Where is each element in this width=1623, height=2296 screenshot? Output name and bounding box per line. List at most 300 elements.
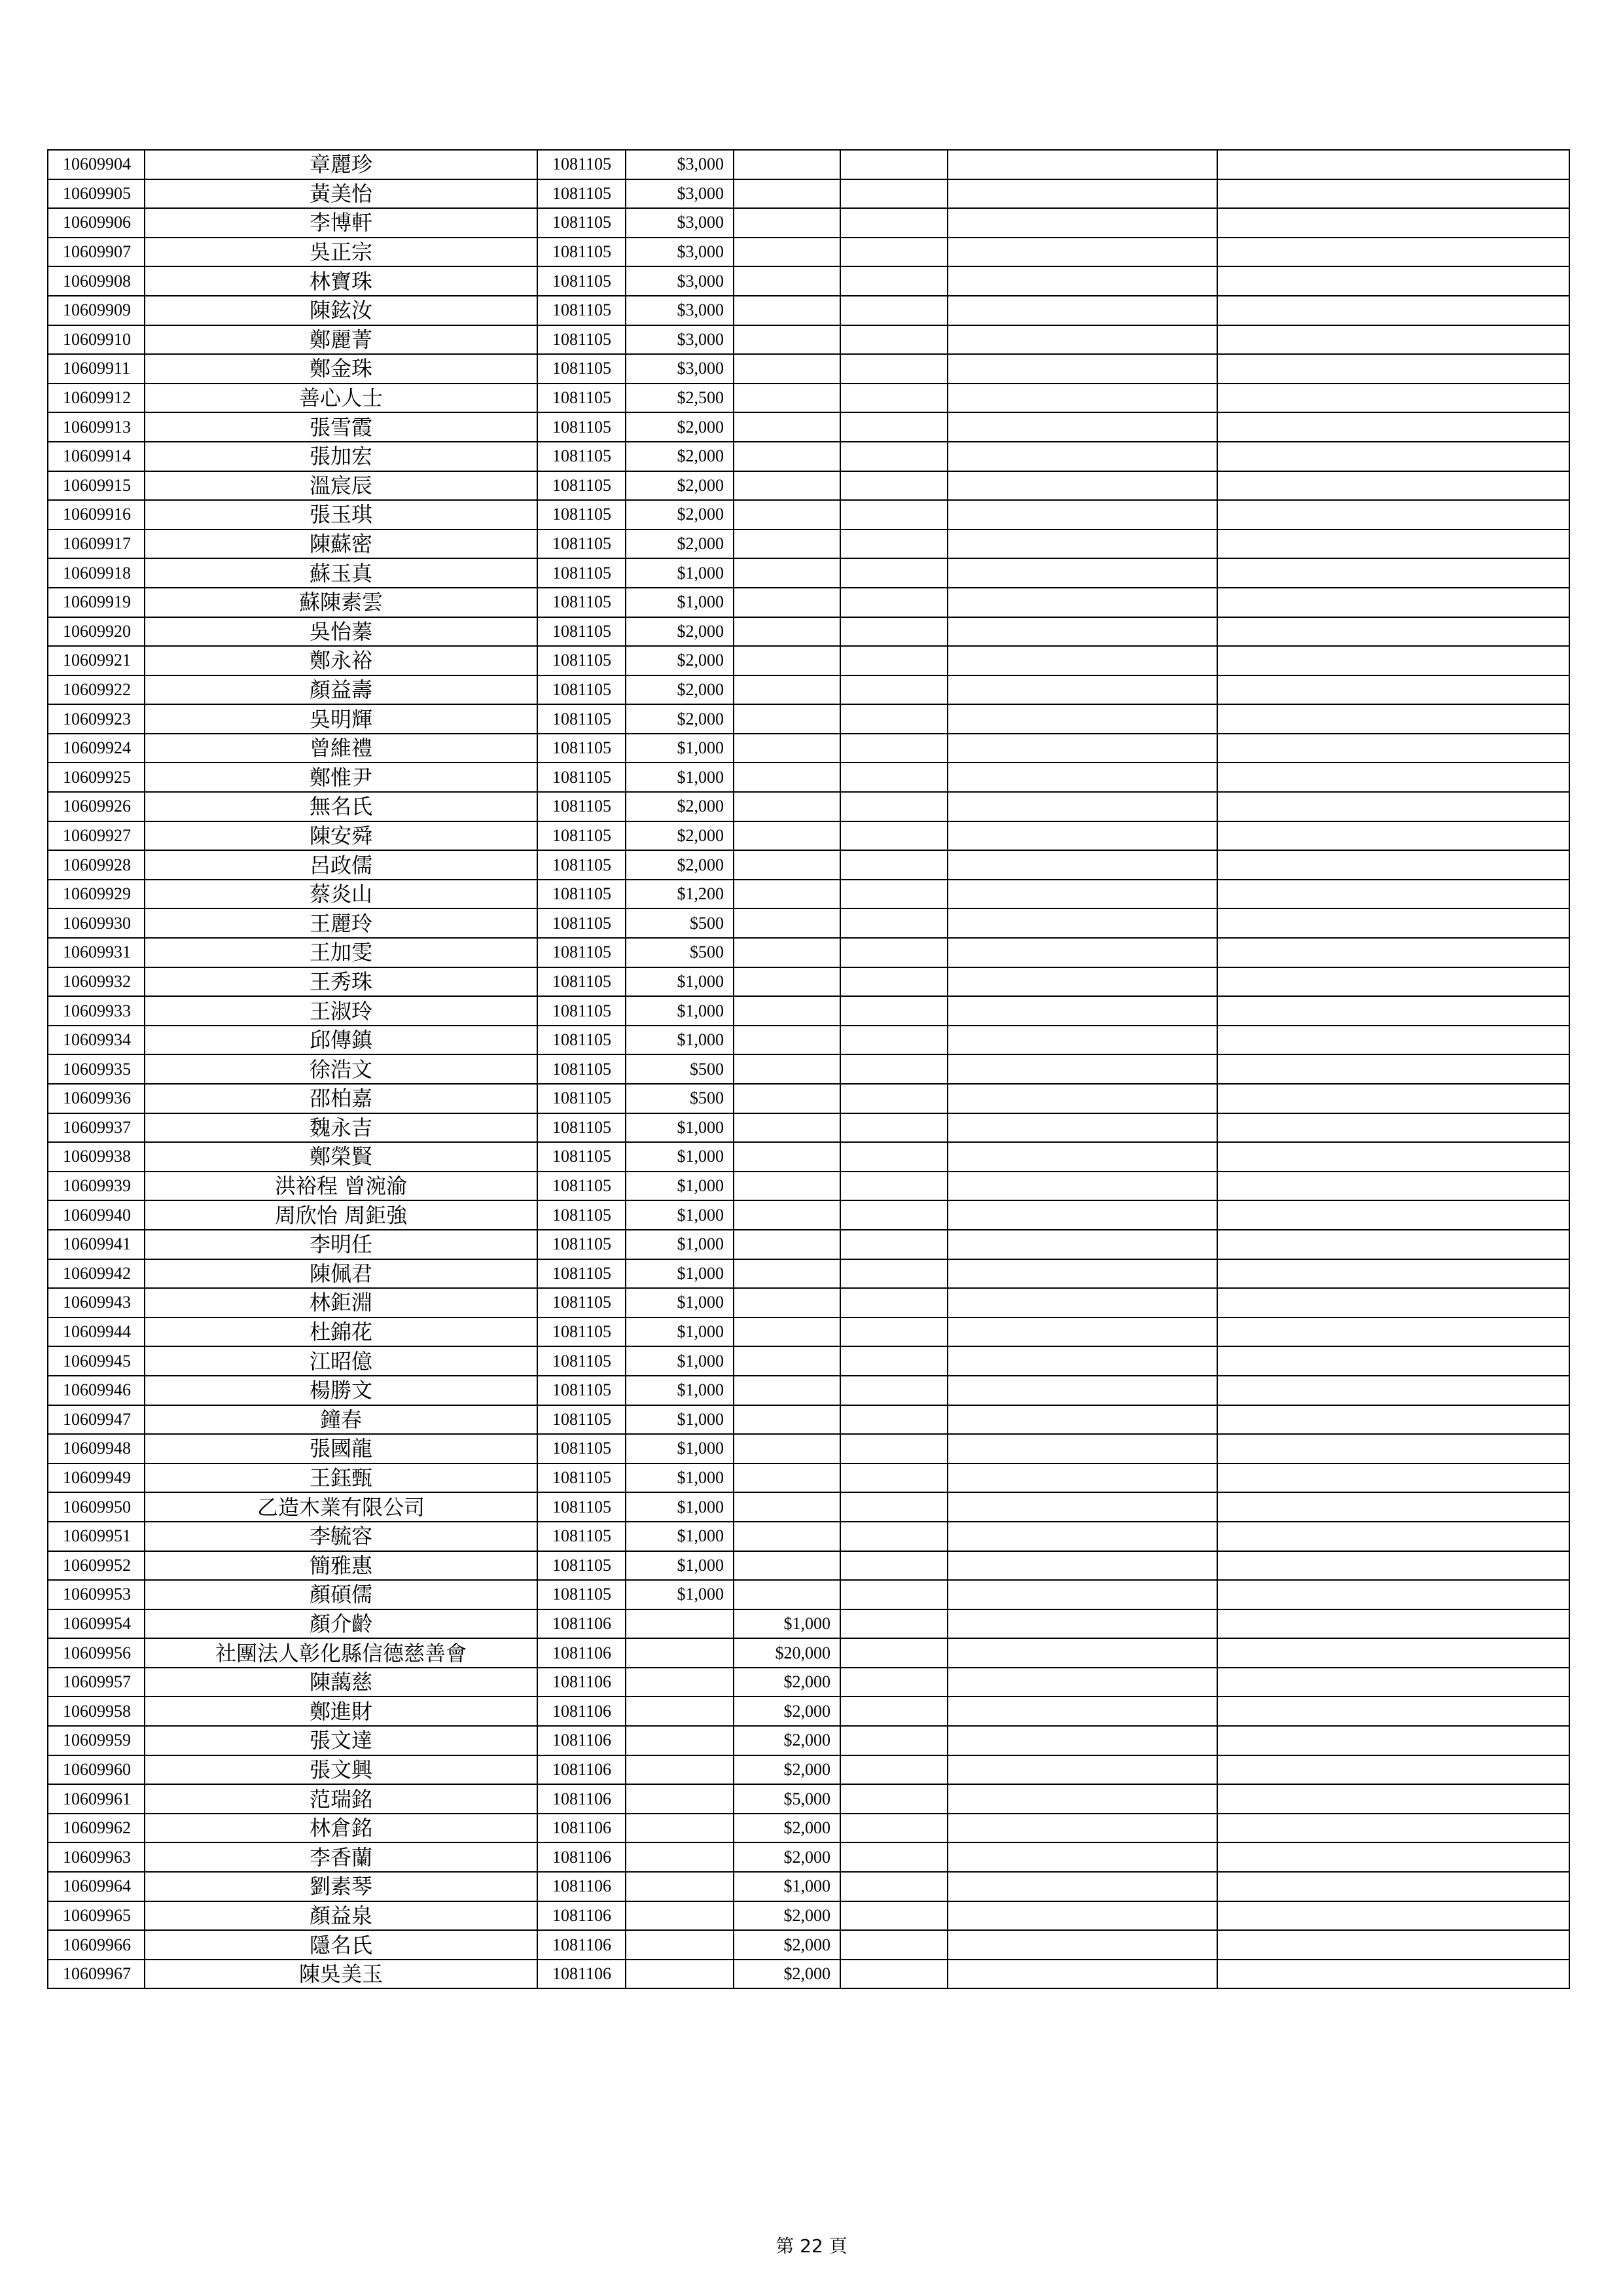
blank-column-8-cell — [1217, 529, 1569, 559]
receipt-number-cell: 10609926 — [48, 792, 145, 821]
donor-name-cell: 蔡炎山 — [145, 880, 537, 909]
amount-column-b-cell — [734, 558, 840, 588]
date-cell: 1081105 — [537, 1434, 626, 1463]
date-cell: 1081106 — [537, 1755, 626, 1785]
amount-column-a-cell: $1,000 — [626, 1522, 734, 1551]
blank-column-7-cell — [948, 1930, 1217, 1960]
receipt-number-cell: 10609930 — [48, 908, 145, 938]
donor-name-cell: 王秀珠 — [145, 967, 537, 997]
amount-column-b-cell — [734, 1551, 840, 1581]
table-row — [48, 1084, 1569, 1113]
amount-column-a-cell: $3,000 — [626, 296, 734, 325]
table-row — [48, 762, 1569, 792]
donor-name-cell: 鄭麗菁 — [145, 325, 537, 355]
amount-column-a-cell: $1,000 — [626, 1405, 734, 1435]
blank-column-6-cell — [840, 1842, 948, 1872]
blank-column-6-cell — [840, 150, 948, 179]
blank-column-8-cell — [1217, 296, 1569, 325]
amount-column-a-cell: $2,000 — [626, 704, 734, 734]
receipt-number-cell: 10609941 — [48, 1230, 145, 1259]
donor-name-cell: 杜錦花 — [145, 1318, 537, 1347]
receipt-number-cell: 10609932 — [48, 967, 145, 997]
amount-column-a-cell: $1,000 — [626, 1142, 734, 1172]
date-cell: 1081105 — [537, 1346, 626, 1376]
blank-column-6-cell — [840, 179, 948, 209]
donor-name-cell: 鄭榮賢 — [145, 1142, 537, 1172]
date-cell: 1081105 — [537, 1054, 626, 1084]
blank-column-7-cell — [948, 617, 1217, 647]
amount-column-b-cell — [734, 967, 840, 997]
blank-column-8-cell — [1217, 1726, 1569, 1755]
table-row — [48, 1960, 1569, 1989]
blank-column-6-cell — [840, 412, 948, 442]
table-row — [48, 1872, 1569, 1901]
receipt-number-cell: 10609965 — [48, 1901, 145, 1931]
table-row — [48, 792, 1569, 821]
date-cell: 1081106 — [537, 1901, 626, 1931]
amount-column-b-cell — [734, 762, 840, 792]
blank-column-8-cell — [1217, 208, 1569, 238]
amount-column-a-cell: $1,000 — [626, 1434, 734, 1463]
donor-name-cell: 鄭金珠 — [145, 354, 537, 384]
date-cell: 1081105 — [537, 529, 626, 559]
table-row — [48, 1551, 1569, 1581]
table-row — [48, 296, 1569, 325]
blank-column-8-cell — [1217, 1930, 1569, 1960]
donor-name-cell: 李明任 — [145, 1230, 537, 1259]
date-cell: 1081105 — [537, 500, 626, 529]
blank-column-8-cell — [1217, 938, 1569, 967]
receipt-number-cell: 10609920 — [48, 617, 145, 647]
table-row — [48, 1842, 1569, 1872]
amount-column-a-cell: $1,000 — [626, 1026, 734, 1055]
blank-column-7-cell — [948, 1288, 1217, 1318]
amount-column-b-cell — [734, 471, 840, 501]
amount-column-a-cell — [626, 1842, 734, 1872]
blank-column-8-cell — [1217, 1696, 1569, 1726]
blank-column-7-cell — [948, 1580, 1217, 1609]
donor-name-cell: 徐浩文 — [145, 1054, 537, 1084]
date-cell: 1081105 — [537, 1200, 626, 1230]
blank-column-8-cell — [1217, 150, 1569, 179]
date-cell: 1081105 — [537, 354, 626, 384]
blank-column-7-cell — [948, 1172, 1217, 1201]
donor-name-cell: 張文達 — [145, 1726, 537, 1755]
receipt-number-cell: 10609916 — [48, 500, 145, 529]
date-cell: 1081105 — [537, 471, 626, 501]
receipt-number-cell: 10609948 — [48, 1434, 145, 1463]
blank-column-7-cell — [948, 1200, 1217, 1230]
blank-column-6-cell — [840, 1376, 948, 1405]
blank-column-7-cell — [948, 1551, 1217, 1581]
blank-column-6-cell — [840, 1259, 948, 1289]
amount-column-b-cell — [734, 821, 840, 851]
blank-column-7-cell — [948, 1230, 1217, 1259]
blank-column-8-cell — [1217, 1638, 1569, 1668]
donor-name-cell: 李博軒 — [145, 208, 537, 238]
donor-name-cell: 林鉅淵 — [145, 1288, 537, 1318]
donor-name-cell: 簡雅惠 — [145, 1551, 537, 1581]
blank-column-6-cell — [840, 1609, 948, 1639]
blank-column-7-cell — [948, 412, 1217, 442]
table-row — [48, 208, 1569, 238]
receipt-number-cell: 10609917 — [48, 529, 145, 559]
blank-column-6-cell — [840, 500, 948, 529]
receipt-number-cell: 10609962 — [48, 1814, 145, 1843]
blank-column-8-cell — [1217, 500, 1569, 529]
date-cell: 1081105 — [537, 1405, 626, 1435]
blank-column-7-cell — [948, 1668, 1217, 1697]
blank-column-7-cell — [948, 1026, 1217, 1055]
blank-column-8-cell — [1217, 471, 1569, 501]
blank-column-7-cell — [948, 1346, 1217, 1376]
date-cell: 1081105 — [537, 967, 626, 997]
amount-column-b-cell — [734, 1463, 840, 1493]
donor-name-cell: 黃美怡 — [145, 179, 537, 209]
amount-column-b-cell — [734, 1054, 840, 1084]
receipt-number-cell: 10609936 — [48, 1084, 145, 1113]
date-cell: 1081105 — [537, 1522, 626, 1551]
receipt-number-cell: 10609966 — [48, 1930, 145, 1960]
date-cell: 1081105 — [537, 150, 626, 179]
blank-column-8-cell — [1217, 1113, 1569, 1143]
blank-column-8-cell — [1217, 384, 1569, 413]
blank-column-7-cell — [948, 558, 1217, 588]
blank-column-6-cell — [840, 1054, 948, 1084]
blank-column-6-cell — [840, 1784, 948, 1814]
table-row — [48, 1784, 1569, 1814]
receipt-number-cell: 10609933 — [48, 996, 145, 1026]
donor-name-cell: 張文興 — [145, 1755, 537, 1785]
blank-column-8-cell — [1217, 1376, 1569, 1405]
table-row — [48, 1172, 1569, 1201]
amount-column-a-cell: $2,000 — [626, 412, 734, 442]
blank-column-6-cell — [840, 967, 948, 997]
amount-column-b-cell — [734, 1434, 840, 1463]
receipt-number-cell: 10609922 — [48, 675, 145, 705]
table-row — [48, 617, 1569, 647]
blank-column-6-cell — [840, 1288, 948, 1318]
receipt-number-cell: 10609967 — [48, 1960, 145, 1989]
donor-name-cell: 陳蘇密 — [145, 529, 537, 559]
blank-column-6-cell — [840, 762, 948, 792]
date-cell: 1081105 — [537, 675, 626, 705]
blank-column-6-cell — [840, 850, 948, 880]
table-row — [48, 1668, 1569, 1697]
blank-column-7-cell — [948, 704, 1217, 734]
amount-column-b-cell — [734, 1580, 840, 1609]
blank-column-8-cell — [1217, 880, 1569, 909]
amount-column-b-cell: $20,000 — [734, 1638, 840, 1668]
receipt-number-cell: 10609935 — [48, 1054, 145, 1084]
table-row — [48, 704, 1569, 734]
blank-column-7-cell — [948, 1259, 1217, 1289]
amount-column-b-cell — [734, 529, 840, 559]
receipt-number-cell: 10609956 — [48, 1638, 145, 1668]
blank-column-8-cell — [1217, 1463, 1569, 1493]
receipt-number-cell: 10609909 — [48, 296, 145, 325]
blank-column-6-cell — [840, 529, 948, 559]
donor-name-cell: 李毓容 — [145, 1522, 537, 1551]
amount-column-a-cell: $500 — [626, 908, 734, 938]
date-cell: 1081105 — [537, 384, 626, 413]
date-cell: 1081106 — [537, 1726, 626, 1755]
amount-column-a-cell: $3,000 — [626, 238, 734, 267]
amount-column-a-cell: $1,000 — [626, 1376, 734, 1405]
amount-column-a-cell: $1,000 — [626, 1200, 734, 1230]
donor-name-cell: 吳明輝 — [145, 704, 537, 734]
blank-column-7-cell — [948, 238, 1217, 267]
donor-name-cell: 蘇玉真 — [145, 558, 537, 588]
blank-column-6-cell — [840, 471, 948, 501]
table-row — [48, 938, 1569, 967]
amount-column-b-cell — [734, 588, 840, 617]
blank-column-8-cell — [1217, 354, 1569, 384]
blank-column-8-cell — [1217, 1288, 1569, 1318]
receipt-number-cell: 10609945 — [48, 1346, 145, 1376]
date-cell: 1081105 — [537, 325, 626, 355]
date-cell: 1081105 — [537, 762, 626, 792]
blank-column-7-cell — [948, 1113, 1217, 1143]
amount-column-a-cell: $3,000 — [626, 266, 734, 296]
amount-column-a-cell — [626, 1930, 734, 1960]
amount-column-b-cell — [734, 384, 840, 413]
blank-column-8-cell — [1217, 266, 1569, 296]
blank-column-8-cell — [1217, 762, 1569, 792]
date-cell: 1081105 — [537, 266, 626, 296]
amount-column-b-cell — [734, 1172, 840, 1201]
donor-name-cell: 江昭億 — [145, 1346, 537, 1376]
amount-column-a-cell: $1,000 — [626, 588, 734, 617]
table-row — [48, 1113, 1569, 1143]
amount-column-a-cell: $1,000 — [626, 1259, 734, 1289]
blank-column-8-cell — [1217, 1609, 1569, 1639]
amount-column-b-cell — [734, 734, 840, 763]
date-cell: 1081105 — [537, 646, 626, 675]
blank-column-7-cell — [948, 1960, 1217, 1989]
blank-column-7-cell — [948, 1318, 1217, 1347]
donor-name-cell: 鄭惟尹 — [145, 762, 537, 792]
donor-name-cell: 邵柏嘉 — [145, 1084, 537, 1113]
blank-column-8-cell — [1217, 1230, 1569, 1259]
donor-name-cell: 顏介齡 — [145, 1609, 537, 1639]
receipt-number-cell: 10609931 — [48, 938, 145, 967]
amount-column-a-cell — [626, 1901, 734, 1931]
blank-column-8-cell — [1217, 704, 1569, 734]
blank-column-8-cell — [1217, 1551, 1569, 1581]
amount-column-b-cell — [734, 325, 840, 355]
donor-name-cell: 吳怡蓁 — [145, 617, 537, 647]
receipt-number-cell: 10609943 — [48, 1288, 145, 1318]
blank-column-8-cell — [1217, 792, 1569, 821]
blank-column-6-cell — [840, 384, 948, 413]
blank-column-7-cell — [948, 500, 1217, 529]
date-cell: 1081105 — [537, 617, 626, 647]
receipt-number-cell: 10609924 — [48, 734, 145, 763]
amount-column-b-cell — [734, 1346, 840, 1376]
blank-column-8-cell — [1217, 1142, 1569, 1172]
date-cell: 1081105 — [537, 1026, 626, 1055]
date-cell: 1081105 — [537, 880, 626, 909]
date-cell: 1081105 — [537, 412, 626, 442]
amount-column-a-cell: $2,000 — [626, 471, 734, 501]
date-cell: 1081105 — [537, 1084, 626, 1113]
table-row — [48, 1726, 1569, 1755]
table-row — [48, 1434, 1569, 1463]
amount-column-b-cell: $2,000 — [734, 1814, 840, 1843]
donation-ledger-table — [47, 149, 1570, 1989]
amount-column-b-cell — [734, 1142, 840, 1172]
receipt-number-cell: 10609960 — [48, 1755, 145, 1785]
date-cell: 1081105 — [537, 1318, 626, 1347]
amount-column-a-cell: $2,000 — [626, 500, 734, 529]
amount-column-a-cell — [626, 1960, 734, 1989]
blank-column-8-cell — [1217, 1492, 1569, 1522]
table-row — [48, 325, 1569, 355]
blank-column-6-cell — [840, 558, 948, 588]
blank-column-6-cell — [840, 1084, 948, 1113]
receipt-number-cell: 10609910 — [48, 325, 145, 355]
blank-column-8-cell — [1217, 412, 1569, 442]
blank-column-6-cell — [840, 996, 948, 1026]
receipt-number-cell: 10609923 — [48, 704, 145, 734]
date-cell: 1081105 — [537, 792, 626, 821]
amount-column-b-cell — [734, 675, 840, 705]
blank-column-7-cell — [948, 179, 1217, 209]
blank-column-8-cell — [1217, 821, 1569, 851]
table-row — [48, 179, 1569, 209]
blank-column-7-cell — [948, 266, 1217, 296]
donor-name-cell: 劉素琴 — [145, 1872, 537, 1901]
blank-column-6-cell — [840, 325, 948, 355]
blank-column-8-cell — [1217, 325, 1569, 355]
amount-column-a-cell: $1,000 — [626, 1492, 734, 1522]
date-cell: 1081105 — [537, 908, 626, 938]
donor-name-cell: 張加宏 — [145, 442, 537, 471]
receipt-number-cell: 10609959 — [48, 1726, 145, 1755]
blank-column-8-cell — [1217, 1814, 1569, 1843]
receipt-number-cell: 10609912 — [48, 384, 145, 413]
blank-column-8-cell — [1217, 1172, 1569, 1201]
table-row — [48, 1405, 1569, 1435]
receipt-number-cell: 10609907 — [48, 238, 145, 267]
blank-column-8-cell — [1217, 588, 1569, 617]
amount-column-b-cell — [734, 850, 840, 880]
table-row — [48, 1259, 1569, 1289]
amount-column-a-cell: $2,000 — [626, 646, 734, 675]
table-row — [48, 150, 1569, 179]
blank-column-7-cell — [948, 1696, 1217, 1726]
date-cell: 1081106 — [537, 1842, 626, 1872]
donor-name-cell: 溫宸辰 — [145, 471, 537, 501]
donor-name-cell: 李香蘭 — [145, 1842, 537, 1872]
blank-column-8-cell — [1217, 1054, 1569, 1084]
donor-name-cell: 鐘春 — [145, 1405, 537, 1435]
table-row — [48, 996, 1569, 1026]
amount-column-b-cell: $2,000 — [734, 1668, 840, 1697]
receipt-number-cell: 10609952 — [48, 1551, 145, 1581]
blank-column-6-cell — [840, 208, 948, 238]
blank-column-7-cell — [948, 1901, 1217, 1931]
blank-column-6-cell — [840, 792, 948, 821]
amount-column-b-cell: $1,000 — [734, 1609, 840, 1639]
blank-column-6-cell — [840, 938, 948, 967]
donor-name-cell: 章麗珍 — [145, 150, 537, 179]
receipt-number-cell: 10609919 — [48, 588, 145, 617]
table-row — [48, 442, 1569, 471]
donor-name-cell: 陳佩君 — [145, 1259, 537, 1289]
amount-column-b-cell — [734, 1318, 840, 1347]
amount-column-a-cell — [626, 1668, 734, 1697]
amount-column-a-cell: $3,000 — [626, 325, 734, 355]
table-row — [48, 1346, 1569, 1376]
blank-column-7-cell — [948, 1084, 1217, 1113]
amount-column-b-cell — [734, 500, 840, 529]
table-row — [48, 266, 1569, 296]
amount-column-a-cell: $500 — [626, 1084, 734, 1113]
receipt-number-cell: 10609934 — [48, 1026, 145, 1055]
amount-column-b-cell: $2,000 — [734, 1696, 840, 1726]
table-row — [48, 850, 1569, 880]
blank-column-6-cell — [840, 442, 948, 471]
date-cell: 1081105 — [537, 1288, 626, 1318]
receipt-number-cell: 10609961 — [48, 1784, 145, 1814]
date-cell: 1081106 — [537, 1814, 626, 1843]
date-cell: 1081105 — [537, 442, 626, 471]
blank-column-6-cell — [840, 354, 948, 384]
amount-column-b-cell: $2,000 — [734, 1726, 840, 1755]
receipt-number-cell: 10609950 — [48, 1492, 145, 1522]
amount-column-b-cell — [734, 996, 840, 1026]
blank-column-6-cell — [840, 1960, 948, 1989]
donor-name-cell: 無名氏 — [145, 792, 537, 821]
blank-column-7-cell — [948, 325, 1217, 355]
amount-column-b-cell: $5,000 — [734, 1784, 840, 1814]
blank-column-6-cell — [840, 1901, 948, 1931]
blank-column-6-cell — [840, 617, 948, 647]
date-cell: 1081105 — [537, 558, 626, 588]
blank-column-8-cell — [1217, 1755, 1569, 1785]
receipt-number-cell: 10609964 — [48, 1872, 145, 1901]
date-cell: 1081105 — [537, 588, 626, 617]
table-row — [48, 1930, 1569, 1960]
donor-name-cell: 張國龍 — [145, 1434, 537, 1463]
blank-column-6-cell — [840, 1668, 948, 1697]
blank-column-7-cell — [948, 1784, 1217, 1814]
amount-column-a-cell: $1,000 — [626, 1230, 734, 1259]
donor-name-cell: 洪裕程 曾涴渝 — [145, 1172, 537, 1201]
blank-column-6-cell — [840, 1930, 948, 1960]
blank-column-6-cell — [840, 1113, 948, 1143]
blank-column-6-cell — [840, 1200, 948, 1230]
amount-column-b-cell — [734, 238, 840, 267]
blank-column-7-cell — [948, 850, 1217, 880]
blank-column-6-cell — [840, 734, 948, 763]
table-row — [48, 1463, 1569, 1493]
receipt-number-cell: 10609908 — [48, 266, 145, 296]
blank-column-8-cell — [1217, 1318, 1569, 1347]
amount-column-a-cell: $2,500 — [626, 384, 734, 413]
blank-column-7-cell — [948, 1842, 1217, 1872]
blank-column-7-cell — [948, 792, 1217, 821]
amount-column-b-cell — [734, 704, 840, 734]
amount-column-b-cell — [734, 1113, 840, 1143]
date-cell: 1081105 — [537, 1463, 626, 1493]
amount-column-b-cell: $2,000 — [734, 1755, 840, 1785]
blank-column-8-cell — [1217, 734, 1569, 763]
receipt-number-cell: 10609921 — [48, 646, 145, 675]
table-row — [48, 675, 1569, 705]
